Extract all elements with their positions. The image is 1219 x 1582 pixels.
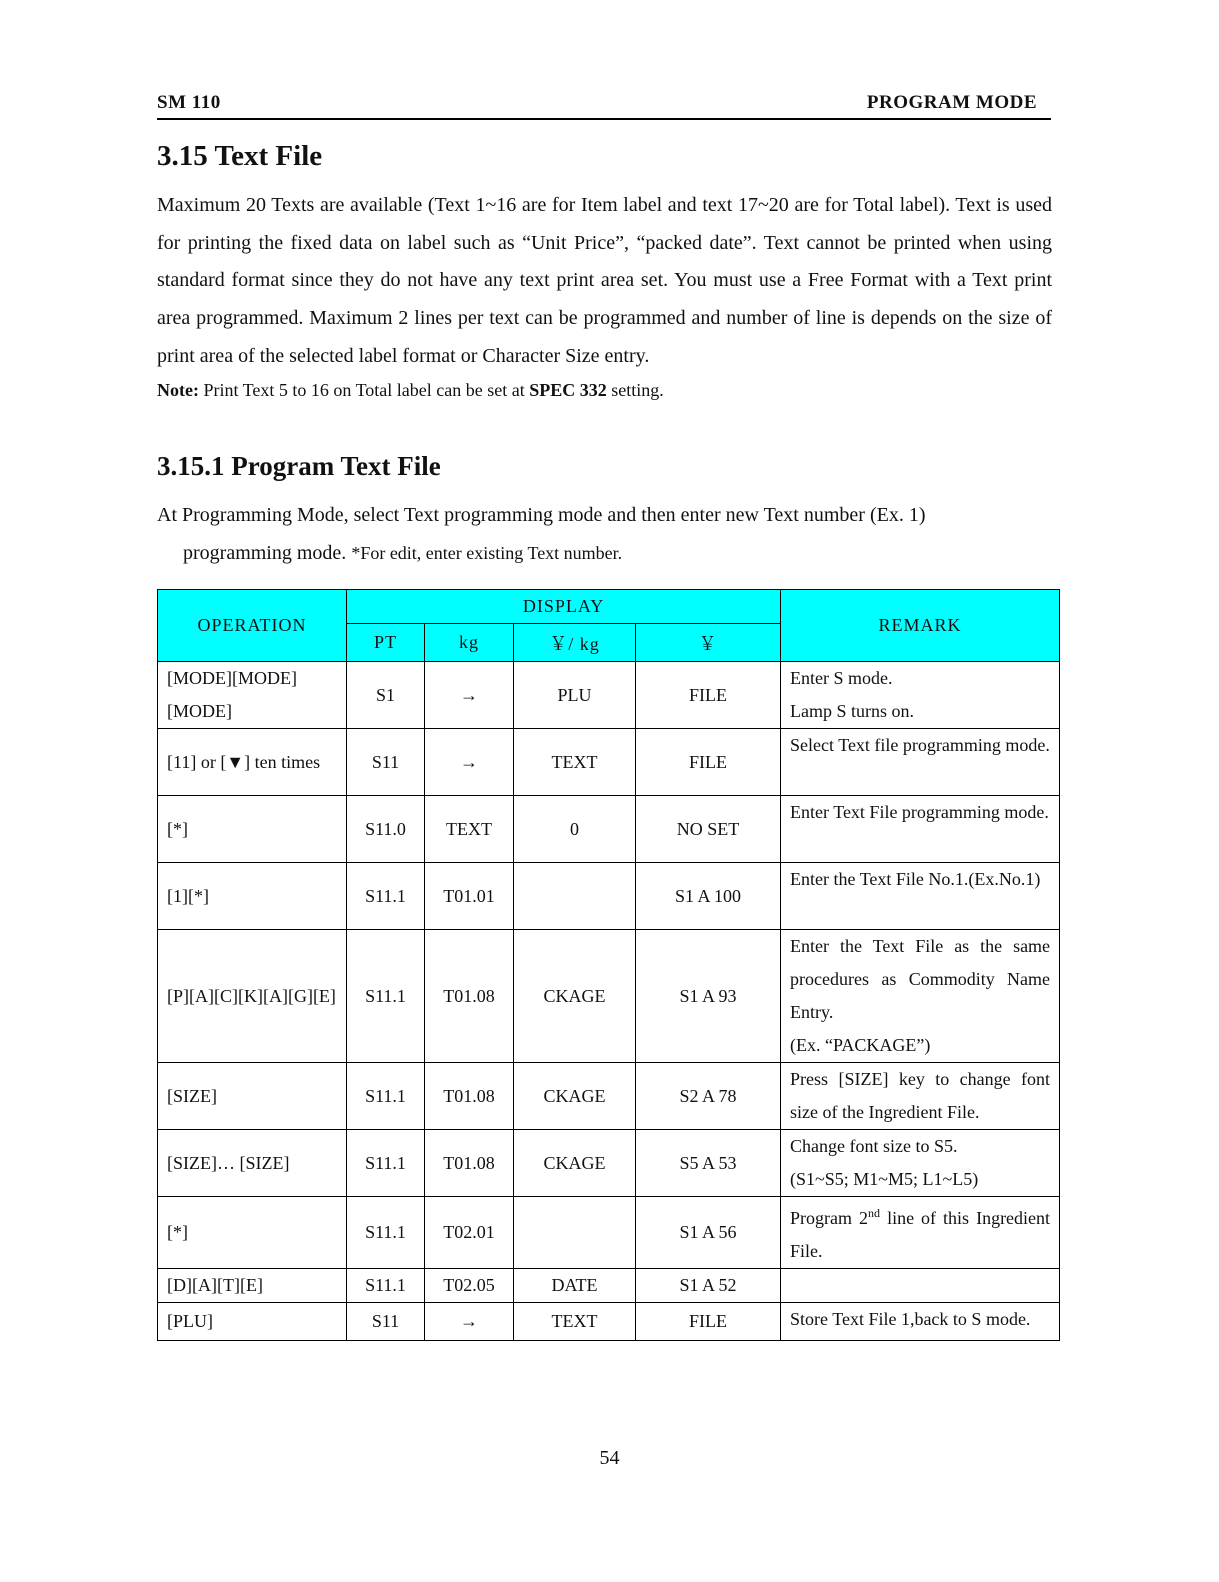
cell-kg: TEXT (425, 796, 514, 863)
cell-remark (781, 1063, 1060, 1130)
remark-line: Select Text file programming mode. (790, 735, 1050, 755)
subsection-title: 3.15.1 Program Text File (157, 451, 441, 481)
remark-line: Press [SIZE] key to change font size of the Ingredient File. (790, 1069, 1051, 1122)
cell-remark (781, 863, 1060, 930)
cell-remark (781, 1197, 1060, 1269)
cell-price: S5 A 53 (636, 1130, 781, 1197)
cell-remark (781, 1269, 1060, 1303)
table-row (158, 1269, 1060, 1303)
intro-line-2a: programming mode. (183, 542, 347, 564)
operation-line: [1][*] (167, 885, 209, 906)
remark-text-b: line of this Ingredient File. (790, 1208, 1051, 1261)
cell-perkg: CKAGE (514, 1063, 636, 1130)
cell-operation (158, 1269, 347, 1303)
cell-price: S1 A 100 (636, 863, 781, 930)
cell-remark (781, 1303, 1060, 1341)
cell-pt: S11.1 (347, 1197, 425, 1269)
cell-perkg (514, 1197, 636, 1269)
cell-operation (158, 662, 347, 729)
cell-operation (158, 930, 347, 1063)
cell-price: FILE (636, 662, 781, 729)
header-display: DISPLAY (347, 590, 781, 624)
cell-remark (781, 662, 1060, 729)
cell-operation (158, 1063, 347, 1130)
operation-line: [11] or [▼] ten times (167, 751, 321, 772)
remark-line: Enter S mode. (790, 668, 893, 688)
cell-kg: → (425, 1303, 514, 1341)
cell-pt: S11.0 (347, 796, 425, 863)
cell-remark (781, 1130, 1060, 1197)
header-model: SM 110 (157, 92, 221, 113)
cell-pt: S1 (347, 662, 425, 729)
cell-perkg: DATE (514, 1269, 636, 1303)
cell-pt: S11.1 (347, 930, 425, 1063)
cell-kg: T01.08 (425, 1130, 514, 1197)
remark-line (790, 1197, 1050, 1268)
cell-perkg: 0 (514, 796, 636, 863)
operation-line: [*] (167, 818, 188, 839)
operation-line: [MODE] (167, 701, 232, 721)
page-number: 54 (599, 1447, 620, 1469)
header-operation: OPERATION (158, 590, 347, 662)
header-price: ￥ (636, 624, 781, 662)
remark-line: (Ex. “PACKAGE”) (790, 1035, 931, 1055)
note-text-a: Print Text 5 to 16 on Total label can be set at (203, 380, 525, 400)
cell-operation (158, 1130, 347, 1197)
remark-line: Enter the Text File No.1.(Ex.No.1) (790, 869, 1041, 889)
cell-pt: S11.1 (347, 1063, 425, 1130)
cell-price: S1 A 56 (636, 1197, 781, 1269)
cell-kg: T01.01 (425, 863, 514, 930)
intro-paragraph: Maximum 20 Texts are available (Text 1~16 are for Item label and text 17~20 are for Total label). Text is used for printing the fixed data on label such as “Unit Price”, “packed date”. Text cannot be printed when using standard format since they do not have any text print area set. You must use a Free Format with a Text print area programmed. Maximum 2 lines per text can be programmed and number of line is depends on the size of print area of the selected label format or Character Size entry. (157, 194, 1052, 367)
remark-line: Enter Text File programming mode. (790, 802, 1049, 822)
remark-line: Enter the Text File as the same procedures as Commodity Name Entry. (790, 936, 1051, 1022)
cell-price: FILE (636, 1303, 781, 1341)
cell-operation (158, 1303, 347, 1341)
header-remark: REMARK (781, 590, 1060, 662)
cell-pt: S11.1 (347, 863, 425, 930)
intro-line-2 (157, 534, 1057, 572)
cell-price: NO SET (636, 796, 781, 863)
procedure-table (157, 589, 1060, 1341)
note (157, 380, 664, 401)
cell-remark (781, 930, 1060, 1063)
table-row (158, 662, 1060, 729)
intro-line-2b: *For edit, enter existing Text number. (351, 543, 623, 563)
table-row (158, 729, 1060, 796)
cell-kg: T02.05 (425, 1269, 514, 1303)
intro-line-1: At Programming Mode, select Text programming mode and then enter new Text number (Ex. 1) (157, 504, 926, 526)
cell-perkg: CKAGE (514, 930, 636, 1063)
table-row (158, 796, 1060, 863)
cell-price: S2 A 78 (636, 1063, 781, 1130)
header-kg: kg (425, 624, 514, 662)
cell-remark (781, 729, 1060, 796)
header-pt: PT (347, 624, 425, 662)
note-text-b: setting. (611, 380, 664, 400)
header-per-kg: ￥/ kg (514, 624, 636, 662)
table-row (158, 1130, 1060, 1197)
cell-pt: S11.1 (347, 1130, 425, 1197)
operation-line: [D][A][T][E] (167, 1275, 263, 1295)
cell-operation (158, 796, 347, 863)
running-header (157, 92, 1051, 120)
cell-kg: T01.08 (425, 1063, 514, 1130)
cell-remark (781, 796, 1060, 863)
cell-price: FILE (636, 729, 781, 796)
section-title: 3.15 Text File (157, 140, 323, 172)
cell-kg: → (425, 662, 514, 729)
cell-kg: → (425, 729, 514, 796)
cell-operation (158, 729, 347, 796)
table-body (158, 662, 1060, 1341)
cell-operation (158, 1197, 347, 1269)
remark-line: (S1~S5; M1~M5; L1~L5) (790, 1169, 979, 1189)
note-label: Note: (157, 380, 199, 400)
operation-line: [SIZE]… [SIZE] (167, 1152, 290, 1173)
cell-kg: T02.01 (425, 1197, 514, 1269)
table-row (158, 1063, 1060, 1130)
table-row (158, 863, 1060, 930)
operation-line: [P][A][C][K][A][G][E] (167, 985, 336, 1006)
operation-line: [SIZE] (167, 1085, 217, 1106)
cell-price: S1 A 93 (636, 930, 781, 1063)
header-section: PROGRAM MODE (866, 92, 1037, 113)
cell-perkg: TEXT (514, 729, 636, 796)
table-row (158, 930, 1060, 1063)
remark-line: Lamp S turns on. (790, 701, 915, 721)
cell-operation (158, 863, 347, 930)
remark-line: Change font size to S5. (790, 1136, 958, 1156)
operation-line: [MODE][MODE] (167, 668, 297, 688)
cell-pt: S11 (347, 729, 425, 796)
cell-perkg: PLU (514, 662, 636, 729)
remark-line: Store Text File 1,back to S mode. (790, 1309, 1031, 1329)
cell-perkg: CKAGE (514, 1130, 636, 1197)
table-row (158, 1303, 1060, 1341)
operation-line: [PLU] (167, 1311, 213, 1331)
cell-price: S1 A 52 (636, 1269, 781, 1303)
remark-superscript: nd (868, 1206, 881, 1220)
remark-text-a: Program 2 (790, 1208, 869, 1228)
note-spec: SPEC 332 (529, 380, 607, 400)
cell-pt: S11.1 (347, 1269, 425, 1303)
cell-perkg: TEXT (514, 1303, 636, 1341)
cell-perkg (514, 863, 636, 930)
subsection-intro (157, 496, 1057, 572)
table-row (158, 1197, 1060, 1269)
cell-kg: T01.08 (425, 930, 514, 1063)
cell-pt: S11 (347, 1303, 425, 1341)
operation-line: [*] (167, 1222, 188, 1242)
